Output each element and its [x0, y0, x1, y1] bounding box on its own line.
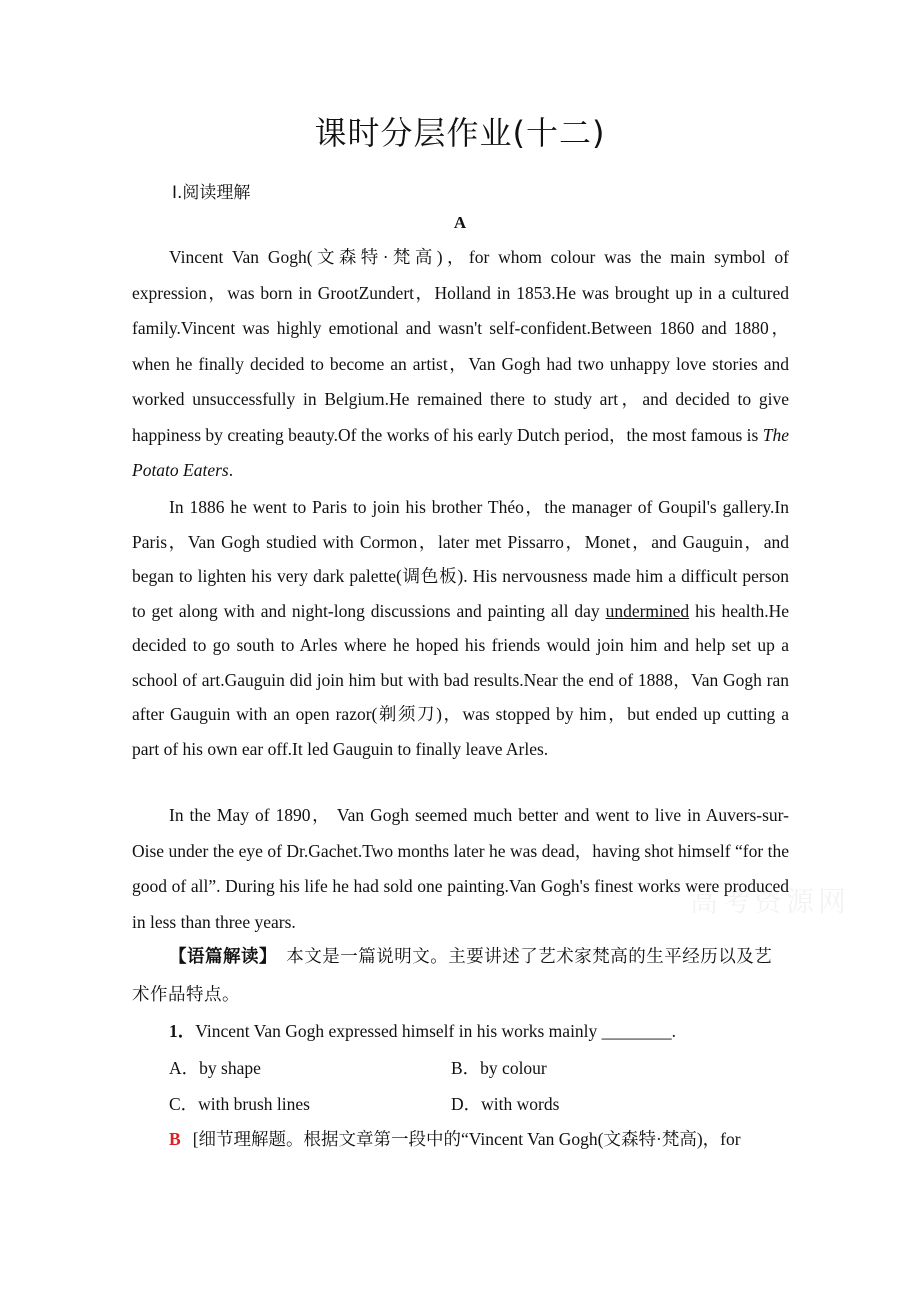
- paragraph-3-text: In the May of 1890， Van Gogh seemed much better and went to live in Auvers-sur-Oise under the eye of Dr.Gachet.Two months later he was dead，having shot himself “for the good of all”. During his life he had sold one painting.Van Gogh's finest works were produced in less than three years.: [132, 805, 789, 932]
- paragraph-1-end: .: [228, 460, 234, 480]
- paragraph-1-text: Vincent Van Gogh(文森特·梵高)，for whom colour was the main symbol of expression，was born in GrootZundert，Holland in 1853.He was brought up in a cultured family.Vincent was highly emotional and wasn't self-confident.Between 1860 and 1880，when he finally decided to become an artist，Van Gogh had two unhappy love stories and worked unsuccessfully in Belgium.He remained there to study art，and decided to give happiness by creating beauty.Of the works of his early Dutch period，the most famous is: [132, 247, 789, 445]
- passage-letter: A: [453, 213, 467, 232]
- question-text: Vincent Van Gogh expressed himself in his works mainly ________.: [195, 1021, 677, 1041]
- passage-paragraph-1: [132, 240, 789, 489]
- passage-analysis: [132, 938, 789, 1014]
- passage-paragraph-2: [132, 490, 789, 766]
- analysis-tag: 【语篇解读】: [169, 947, 269, 967]
- answer-explanation: [细节理解题。根据文章第一段中的“Vincent Van Gogh(文森特·梵高)，for: [192, 1129, 741, 1149]
- answer-letter: B: [169, 1129, 181, 1149]
- painting-title: The Potato Eaters: [132, 424, 789, 480]
- option-b: B．by colour: [451, 1058, 547, 1078]
- watermark: 高考资源网: [690, 885, 851, 918]
- analysis-text: 本文是一篇说明文。主要讲述了艺术家梵高的生平经历以及艺术作品特点。: [132, 947, 773, 1005]
- question-number: 1．: [169, 1021, 196, 1041]
- option-d: D．with words: [451, 1094, 560, 1114]
- option-a: A．by shape: [169, 1058, 261, 1078]
- answer-line: [169, 1126, 789, 1151]
- section-label: Ⅰ.阅读理解: [172, 183, 251, 203]
- page-title: 课时分层作业(十二): [314, 114, 606, 152]
- underlined-word: undermined: [605, 600, 690, 621]
- paragraph-2-text-b: his health.He decided to go south to Arles where he hoped his friends would join him and help set up a school of art.Gauguin did join him but with bad results.Near the end of 1888，Van Gogh ran after Gauguin with an open razor(剃须刀)，was stopped by him，but ended up cutting a part of his own ear off.It led Gauguin to finally leave Arles.: [132, 600, 789, 759]
- question-1: [169, 1018, 676, 1043]
- option-c: C．with brush lines: [169, 1094, 310, 1114]
- paragraph-2-text-a: In 1886 he went to Paris to join his brother Théo，the manager of Goupil's gallery.In Paris，Van Gogh studied with Cormon，later met Pissarro，Monet，and Gauguin，and began to lighten his very dark palette(调色板). His nervousness made him a difficult person to get along with and night-long discussions and painting all day: [132, 497, 789, 621]
